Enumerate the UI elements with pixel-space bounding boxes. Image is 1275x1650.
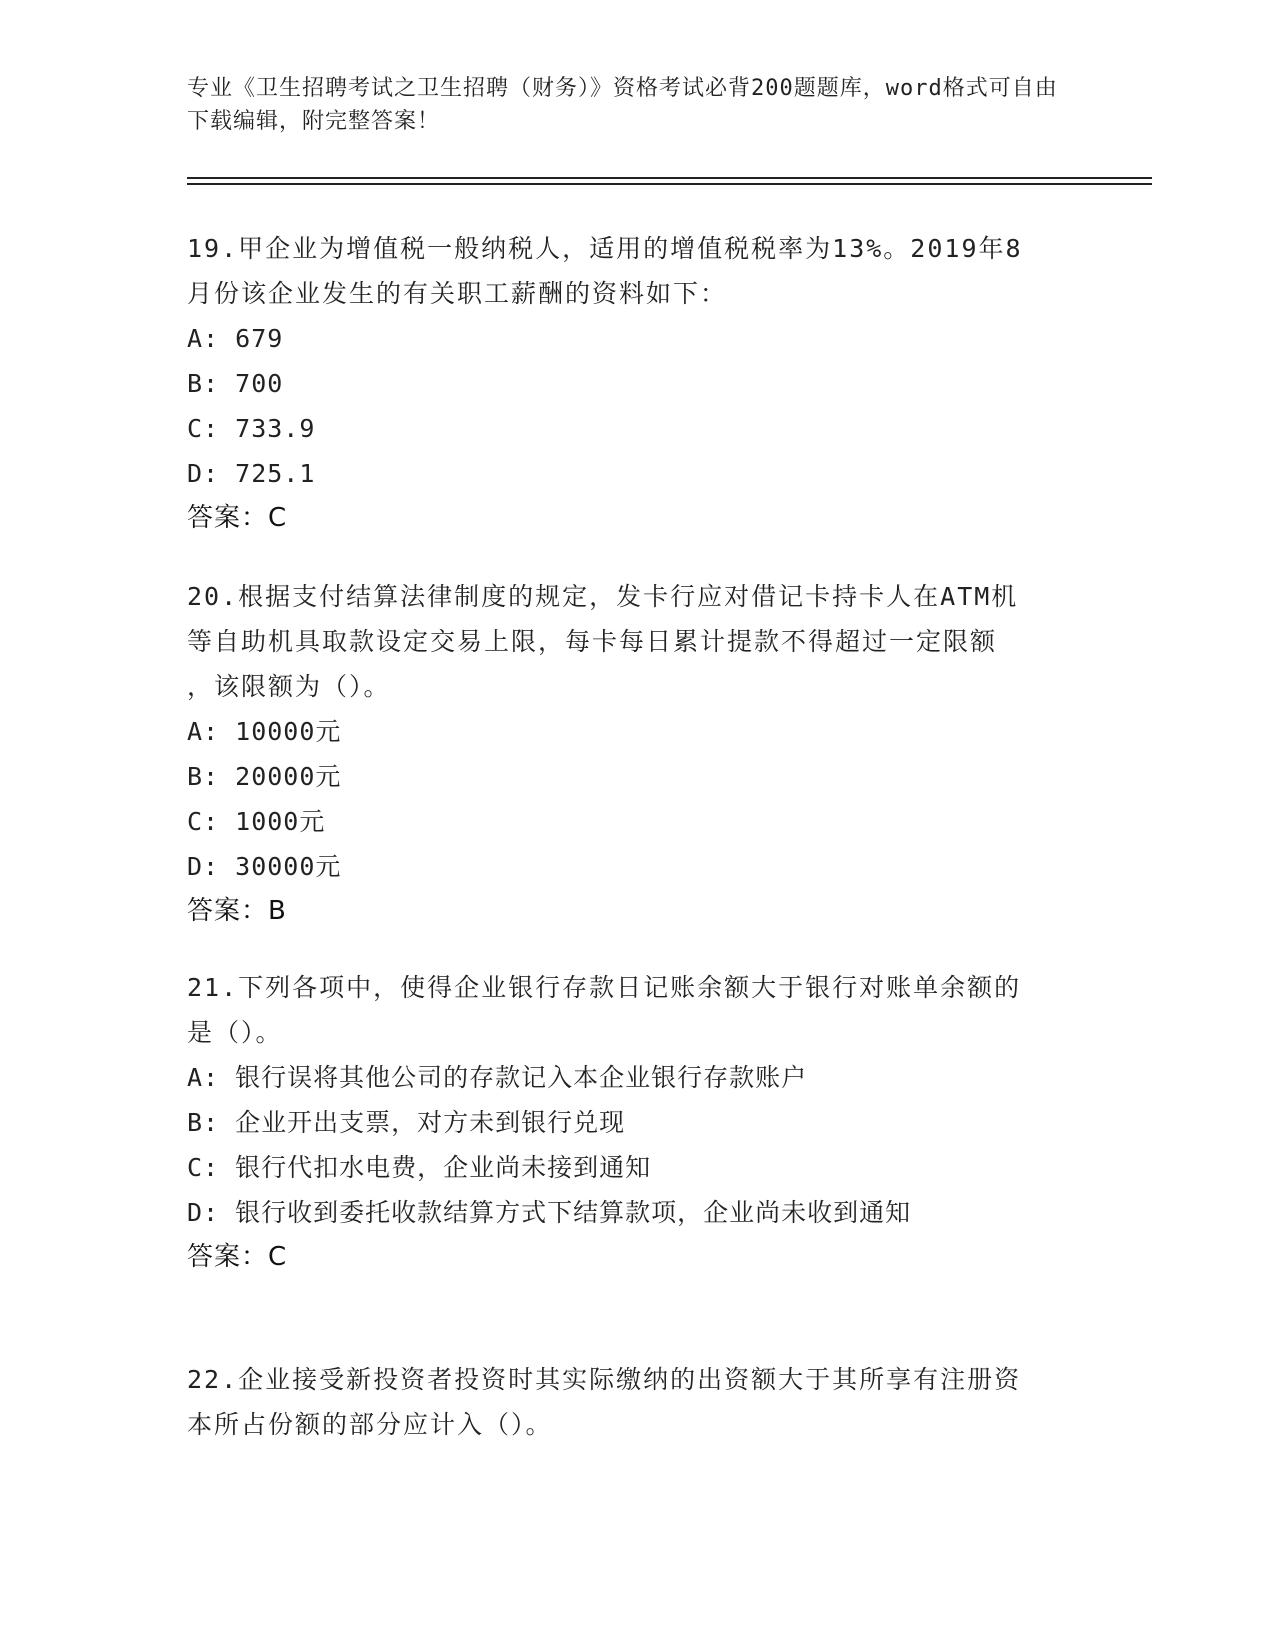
question-19 [187, 226, 1087, 541]
option-d: D: 银行收到委托收款结算方式下结算款项，企业尚未收到通知 [187, 1198, 912, 1227]
answer: 答案：C [187, 1242, 288, 1272]
question-text: 22.企业接受新投资者投资时其实际缴纳的出资额大于其所享有注册资 本所占份额的部分应计入（）。 [187, 1365, 1022, 1439]
question-text: 20.根据支付结算法律制度的规定，发卡行应对借记卡持卡人在ATM机 等自助机具取款设定交易上限，每卡每日累计提款不得超过一定限额 ，该限额为（）。 [187, 582, 1019, 701]
header-divider-bottom [187, 183, 1152, 185]
option-a: A: 10000元 [187, 717, 342, 746]
option-d: D: 30000元 [187, 852, 342, 881]
option-a: A: 银行误将其他公司的存款记入本企业银行存款账户 [187, 1063, 808, 1092]
option-b: B: 20000元 [187, 762, 342, 791]
option-c: C: 1000元 [187, 807, 326, 836]
option-b: B: 700 [187, 369, 284, 398]
answer: 答案：B [187, 896, 287, 926]
document-header: 专业《卫生招聘考试之卫生招聘（财务）》资格考试必背200题题库，word格式可自由下载编辑，附完整答案！ [187, 76, 1058, 134]
option-a: A: 679 [187, 324, 284, 353]
option-b: B: 企业开出支票，对方未到银行兑现 [187, 1108, 626, 1137]
question-text: 19.甲企业为增值税一般纳税人，适用的增值税税率为13%。2019年8 月份该企业发生的有关职工薪酬的资料如下： [187, 234, 1023, 308]
option-c: C: 733.9 [187, 414, 316, 443]
answer: 答案：C [187, 503, 288, 533]
question-text: 21.下列各项中，使得企业银行存款日记账余额大于银行对账单余额的 是（）。 [187, 973, 1022, 1047]
header-divider-top [187, 177, 1152, 179]
option-c: C: 银行代扣水电费，企业尚未接到通知 [187, 1153, 652, 1182]
option-d: D: 725.1 [187, 459, 316, 488]
question-20 [187, 574, 1087, 934]
question-21 [187, 965, 1087, 1280]
question-22 [187, 1357, 1087, 1447]
